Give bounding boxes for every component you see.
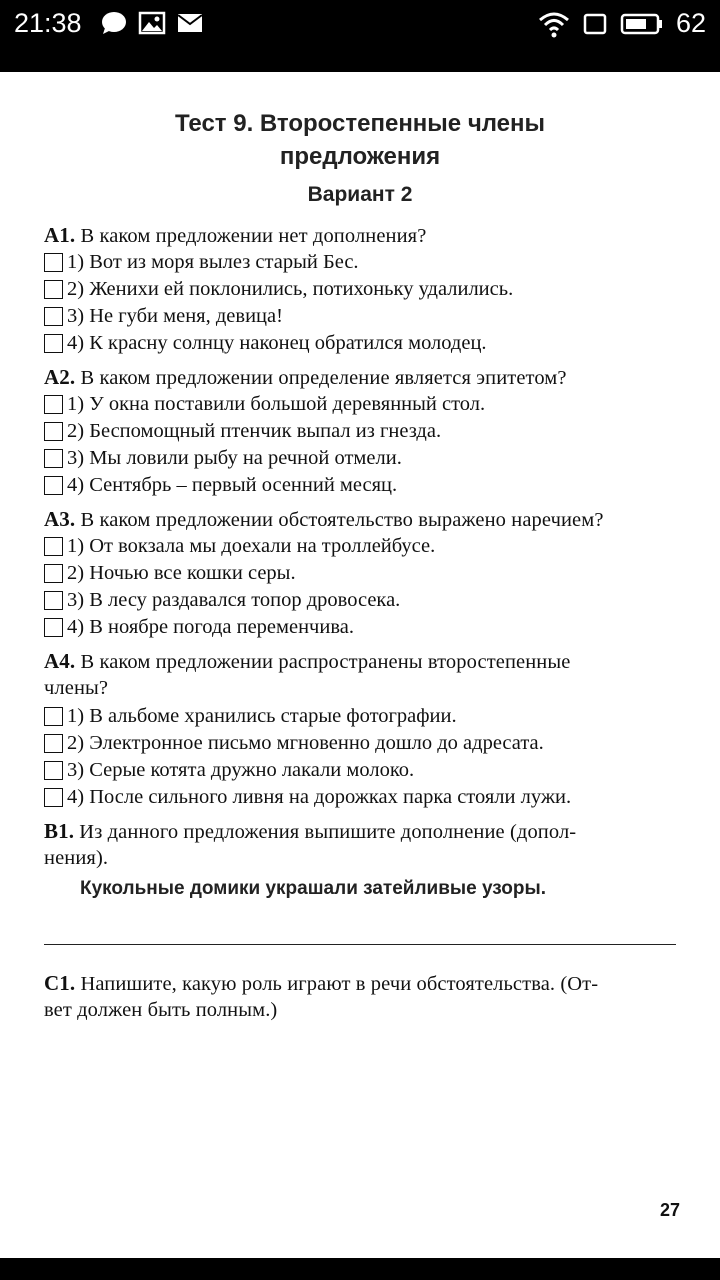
answer-checkbox[interactable]: [44, 707, 63, 726]
answer-checkbox[interactable]: [44, 618, 63, 637]
answer-checkbox[interactable]: [44, 307, 63, 326]
option-a1-1: [44, 249, 684, 276]
question-a1: [44, 222, 680, 250]
mail-icon: [176, 10, 204, 36]
answer-checkbox[interactable]: [44, 334, 63, 353]
option-a1-3: [44, 303, 684, 330]
question-text: члены?: [44, 677, 109, 699]
option-a3-2: [44, 560, 684, 587]
answer-checkbox[interactable]: [44, 788, 63, 807]
question-text: В каком предложении обстоятельство выражено наречием?: [80, 509, 604, 531]
answer-checkbox[interactable]: [44, 253, 63, 272]
chat-icon: [100, 10, 128, 36]
option-text: 2) Женихи ей поклонились, потихоньку удалились.: [67, 278, 514, 300]
question-number: С1.: [44, 971, 76, 995]
option-a1-2: [44, 276, 684, 303]
option-a4-3: [44, 757, 684, 784]
document-page: [0, 72, 720, 1258]
question-text: нения).: [44, 847, 109, 869]
option-text: 1) В альбоме хранились старые фотографии.: [67, 705, 457, 727]
wifi-icon: [538, 10, 570, 38]
option-text: 2) Ночью все кошки серы.: [67, 562, 296, 584]
answer-checkbox[interactable]: [44, 449, 63, 468]
option-a3-3: [44, 587, 684, 614]
question-text: В каком предложении определение является эпитетом?: [80, 367, 567, 389]
answer-checkbox[interactable]: [44, 537, 63, 556]
option-text: 4) В ноябре погода переменчива.: [67, 616, 354, 638]
question-number: А2.: [44, 365, 76, 389]
question-number: А4.: [44, 649, 76, 673]
option-a3-4: [44, 614, 684, 641]
question-a4-continued: [44, 675, 680, 702]
image-icon: [138, 10, 166, 36]
answer-checkbox[interactable]: [44, 395, 63, 414]
option-a2-3: [44, 445, 684, 472]
option-text: 2) Беспомощный птенчик выпал из гнезда.: [67, 420, 442, 442]
question-c1: [44, 970, 680, 998]
question-a3: [44, 506, 680, 534]
answer-checkbox[interactable]: [44, 564, 63, 583]
option-text: 3) Мы ловили рыбу на речной отмели.: [67, 447, 402, 469]
battery-icon: [620, 11, 664, 37]
question-text: В каком предложении распространены второстепенные: [80, 651, 571, 673]
variant-heading: Вариант 2: [307, 183, 413, 206]
task-sentence: Кукольные домики украшали затейливые узоры.: [80, 878, 546, 899]
question-text: вет должен быть полным.): [44, 999, 278, 1021]
answer-checkbox[interactable]: [44, 422, 63, 441]
page-title-continued: предложения: [279, 143, 441, 170]
answer-checkbox[interactable]: [44, 591, 63, 610]
question-a2: [44, 364, 680, 392]
answer-checkbox[interactable]: [44, 476, 63, 495]
option-a4-1: [44, 703, 684, 730]
page-title: Тест 9. Второстепенные члены: [174, 110, 546, 137]
question-text: В каком предложении нет дополнения?: [80, 225, 427, 247]
question-text: Напишите, какую роль играют в речи обстоятельства. (От-: [80, 973, 599, 995]
option-a3-1: [44, 533, 684, 560]
option-a2-1: [44, 391, 684, 418]
status-bar: [0, 0, 720, 72]
question-number: А1.: [44, 223, 76, 247]
answer-checkbox[interactable]: [44, 280, 63, 299]
status-time: 21:38: [14, 8, 82, 38]
option-text: 2) Электронное письмо мгновенно дошло до адресата.: [67, 732, 544, 754]
question-number: В1.: [44, 819, 75, 843]
question-b1-continued: [44, 845, 680, 872]
question-a4: [44, 648, 680, 676]
question-c1-continued: [44, 997, 680, 1024]
question-b1: [44, 818, 680, 846]
answer-checkbox[interactable]: [44, 761, 63, 780]
option-text: 4) К красну солнцу наконец обратился молодец.: [67, 332, 487, 354]
option-text: 1) У окна поставили большой деревянный стол.: [67, 393, 486, 415]
option-a2-4: [44, 472, 684, 499]
option-text: 4) Сентябрь – первый осенний месяц.: [67, 474, 398, 496]
option-text: 3) В лесу раздавался топор дровосека.: [67, 589, 401, 611]
option-a4-4: [44, 784, 684, 811]
answer-line[interactable]: [44, 944, 676, 945]
screen-icon: [582, 11, 608, 37]
question-text: Из данного предложения выпишите дополнение (допол-: [79, 821, 577, 843]
question-number: А3.: [44, 507, 76, 531]
option-text: 1) От вокзала мы доехали на троллейбусе.: [67, 535, 436, 557]
option-a2-2: [44, 418, 684, 445]
option-a4-2: [44, 730, 684, 757]
option-a1-4: [44, 330, 684, 357]
option-text: 3) Серые котята дружно лакали молоко.: [67, 759, 415, 781]
option-text: 4) После сильного ливня на дорожках парка стояли лужи.: [67, 786, 572, 808]
option-text: 3) Не губи меня, девица!: [67, 305, 283, 327]
navigation-bar: [0, 1258, 720, 1280]
battery-level: 62: [675, 8, 706, 38]
option-text: 1) Вот из моря вылез старый Бес.: [67, 251, 359, 273]
answer-checkbox[interactable]: [44, 734, 63, 753]
page-number: 27: [659, 1200, 680, 1220]
